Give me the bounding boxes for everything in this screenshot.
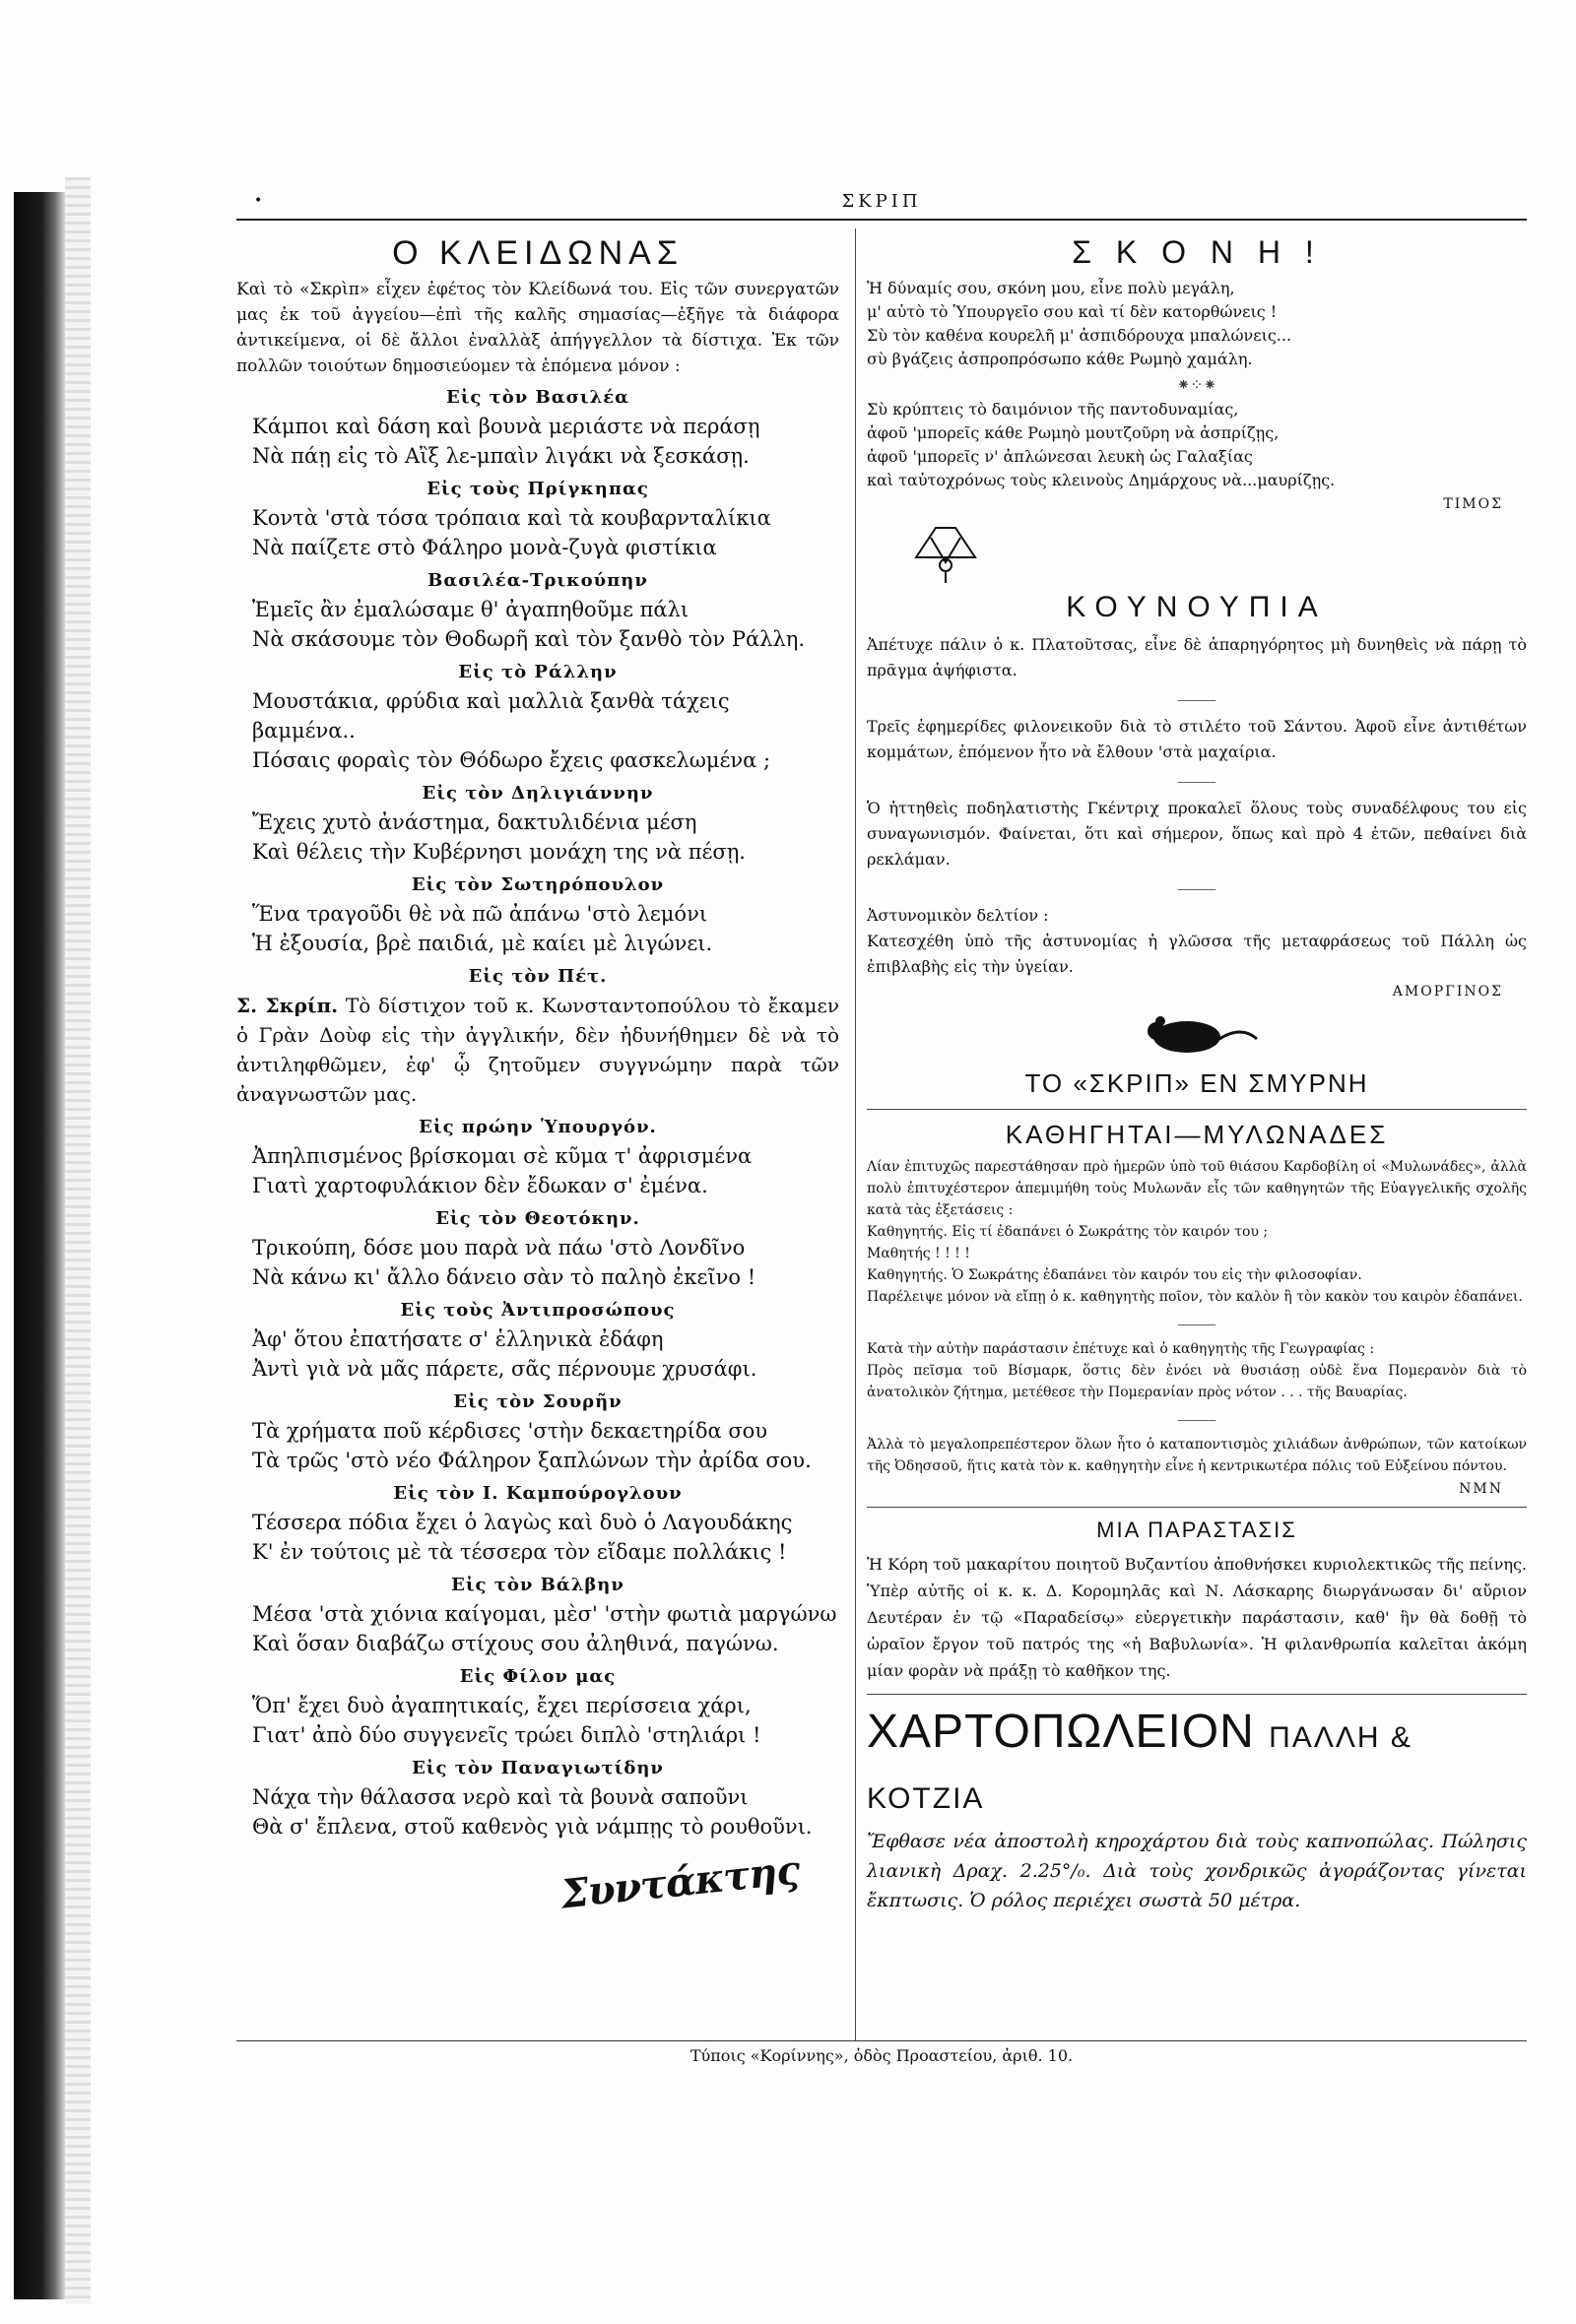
- verse-heading: Εἰς τὸν Σουρῆν: [453, 1391, 623, 1412]
- kleidonas-intro: Καὶ τὸ «Σκρὶπ» εἶχεν ἐφέτος τὸν Κλείδωνά του. Εἰς τῶν συνεργατῶν μας ἐκ τοῦ ἀγγείου—ἐπὶ τῆς καλῆς σημασίας—ἐξῆγε τὰ διάφορα ἀντικείμενα, οἱ δὲ ἄλλοι ἐναλλὰξ ἀπήγγελλον τὰ δίστιχα. Ἐκ τῶν πολλῶν τοιούτων δημοσιεύομεν τὰ ἑπόμενα μόνον :: [236, 280, 839, 376]
- skoni-signature: ΤΙΜΟΣ: [1443, 496, 1503, 512]
- editor-note-text: Τὸ δίστιχον τοῦ κ. Κωνσταντοπούλου τὸ ἔκαμεν ὁ Γρὰν Δοὺφ εἰς τὴν ἀγγλικήν, δὲν ἠδυνήθημεν δὲ νὰ τὸ ἀντιληφθῶμεν, ἐφ' ᾧ ζητοῦμεν συγγνώμην παρὰ τῶν ἀναγνωστῶν μας.: [236, 994, 839, 1106]
- verse-line: Νὰ κάνω κι' ἄλλο δάνειο σὰν τὸ παληὸ ἐκεῖνο !: [252, 1265, 756, 1289]
- parastasis-title: ΜΙΑ ΠΑΡΑΣΤΑΣΙΣ: [1096, 1517, 1297, 1542]
- verse-line: Κάμποι καὶ δάση καὶ βουνὰ μεριάστε νὰ περάσῃ: [252, 415, 760, 438]
- smyrni-title: ΤΟ «ΣΚΡΙΠ» ΕΝ ΣΜΥΡΝΗ: [1024, 1068, 1369, 1098]
- column-divider: [855, 228, 856, 2040]
- right-column: [867, 228, 1527, 1915]
- mosquito-emblem: [906, 518, 1527, 591]
- page-mark: •: [254, 193, 263, 209]
- parastasis-text: Ἡ Κόρη τοῦ μακαρίτου ποιητοῦ Βυζαντίου ἀποθνήσκει κυριολεκτικῶς τῆς πείνης. Ὑπὲρ αὐτῆς οἱ κ. κ. Δ. Κορομηλᾶς καὶ Ν. Λάσκαρης διωργάνωσαν δι' αὔριον Δευτέραν ἐν τῷ «Παραδείσῳ» εὐεργετικὴν παράστασιν, καθ' ἣν θὰ δοθῇ τὸ ὡραῖον ἔργον τοῦ πατρός της «ἡ Βαβυλωνία». Ἡ φιλανθρωπία καλεῖται ἀκόμη μίαν φορὰν νὰ πράξῃ τὸ καθῆκον της.: [867, 1555, 1527, 1680]
- signature: Συντάκτης: [558, 1846, 802, 1918]
- ornament: ⸻: [1177, 1315, 1216, 1333]
- verse-line: Ἕνα τραγοῦδι θὲ νὰ πῶ ἀπάνω 'στὸ λεμόνι: [252, 902, 708, 926]
- verse-line: Τὰ χρήματα ποῦ κέρδισες 'στὴν δεκαετηρίδα σου: [252, 1419, 768, 1443]
- section-rule: [867, 1109, 1527, 1110]
- verse-heading: Εἰς τὸν Θεοτόκην.: [435, 1208, 640, 1229]
- mosquito-icon: [906, 518, 985, 587]
- verse-heading: Εἰς πρώην Ὑπουργόν.: [419, 1117, 657, 1137]
- ornament: ⁕⁘⁕: [1176, 375, 1217, 394]
- verse-line: Νὰ πάῃ εἰς τὸ Αἲξ λε-μπαὶν λιγάκι νὰ ξεσκάσῃ.: [252, 444, 750, 468]
- kounoupia-item: Ἀπέτυχε πάλιν ὁ κ. Πλατοῦτσας, εἶνε δὲ ἀπαρηγόρητος μὴ δυνηθεὶς νὰ πάρῃ τὸ πρᾶγμα ἀψήφιστα.: [867, 635, 1527, 679]
- scan-binding-shadow: [65, 177, 91, 2304]
- article-paragraph: Παρέλειψε μόνον νὰ εἴπῃ ὁ κ. καθηγητὴς ποῖον, τὸν καλὸν ἢ τὸν κακὸν του καιρὸν ἐδαπάνει.: [867, 1289, 1523, 1305]
- advertisement-text: Ἔφθασε νέα ἀποστολὴ κηροχάρτου διὰ τοὺς καπνοπώλας. Πώλησις λιανικὴ Δραχ. 2.25°/₀. Διὰ τοὺς χονδρικῶς ἀγοράζοντας γίνεται ἔκπτωσις. Ὁ ρόλος περιέχει σωστὰ 50 μέτρα.: [867, 1831, 1527, 1911]
- verse-line: Πόσαις φοραὶς τὸν Θόδωρο ἔχεις φασκελωμένα ;: [252, 748, 771, 772]
- ornament: ⸻: [1177, 772, 1216, 791]
- kleidonas-title: Ο ΚΛΕΙΔΩΝΑΣ: [392, 234, 684, 272]
- scan-binding-edge: [14, 192, 65, 2299]
- kounoupia-signature: ΑΜΟΡΓΙΝΟΣ: [1392, 984, 1503, 1000]
- poem-line: Σὺ τὸν καθένα κουρελῆ μ' ἀσπιδόρουχα μπαλώνεις...: [867, 326, 1292, 345]
- verse-heading: Εἰς Φίλον μας: [459, 1666, 617, 1687]
- poem-line: Ἡ δύναμίς σου, σκόνη μου, εἶνε πολὺ μεγάλη,: [867, 279, 1235, 297]
- verse-heading: Βασιλέα-Τρικούπην: [427, 570, 648, 591]
- verse-line: Ἡ ἐξουσία, βρὲ παιδιά, μὲ καίει μὲ λιγώνει.: [252, 932, 713, 955]
- verse-heading: Εἰς τὸν Βασιλέα: [446, 387, 629, 408]
- verse-line: Ἐμεῖς ἂν ἐμαλώσαμε θ' ἀγαπηθοῦμε πάλι: [252, 598, 690, 621]
- poem-line: ἀφοῦ 'μπορεῖς κάθε Ρωμηὸ μουτζοῦρη νὰ ἀσπρίζῃς,: [867, 423, 1280, 442]
- kounoupia-item: Κατεσχέθη ὑπὸ τῆς ἀστυνομίας ἡ γλῶσσα τῆς μεταφράσεως τοῦ Πάλλη ὡς ἐπιβλαβὴς εἰς τὴν ὑγείαν.: [867, 932, 1527, 976]
- verse-line: Κ' ἐν τούτοις μὲ τὰ τέσσερα τὸν εἴδαμε πολλάκις !: [252, 1540, 787, 1564]
- advertisement-owners: ΠΑΛΛΗ & ΚΟΤΖΙΑ: [867, 1721, 1412, 1815]
- article-paragraph: Ἀλλὰ τὸ μεγαλοπρεπέστερον ὅλων ἦτο ὁ καταποντισμὸς χιλιάδων ἀνθρώπων, τῶν κατοίκων τῆς Ὀδησσοῦ, ἥτις κατὰ τὸν κ. καθηγητὴν εἶνε ἡ κεντρικωτέρα πόλις τοῦ Εὐξείνου πόντου.: [867, 1437, 1527, 1474]
- newspaper-name: ΣΚΡΙΠ: [841, 191, 922, 212]
- kathigites-title: ΚΑΘΗΓΗΤΑΙ—ΜΥΛΩΝΑΔΕΣ: [1005, 1120, 1389, 1149]
- article-paragraph: Μαθητής ! ! ! !: [867, 1246, 970, 1261]
- kounoupia-item: Ὁ ἡττηθεὶς ποδηλατιστὴς Γκέντριχ προκαλεῖ ὅλους τοὺς συναδέλφους του εἰς συναγωνισμόν. Φαίνεται, ὅτι καὶ σήμερον, ὅπως καὶ πρὸ 4 ἐτῶν, πεθαίνει διὰ ρεκλάμαν.: [867, 799, 1527, 869]
- verse-line: Γιατὶ χαρτοφυλάκιον δὲν ἔδωκαν σ' ἐμένα.: [252, 1174, 708, 1197]
- article-paragraph: Καθηγητής. Εἰς τί ἐδαπάνει ὁ Σωκράτης τὸν καιρόν του ;: [867, 1224, 1269, 1240]
- page-header: [236, 191, 1527, 217]
- advertisement-shop: ΧΑΡΤΟΠΩΛΕΙΟΝ: [867, 1706, 1255, 1758]
- verse-heading: Εἰς τὸ Ράλλην: [458, 662, 618, 682]
- verse-line: Καὶ θέλεις τὴν Κυβέρνησι μονάχη της νὰ πέσῃ.: [252, 840, 746, 864]
- editor-note-label: Σ. Σκρίπ.: [236, 994, 339, 1017]
- verse-heading: Εἰς τοὺς Πρίγκηπας: [427, 479, 649, 499]
- section-rule: [867, 1507, 1527, 1508]
- article-paragraph: Λίαν ἐπιτυχῶς παρεστάθησαν πρὸ ἡμερῶν ὑπὸ τοῦ θιάσου Καρδοβίλη οἱ «Μυλωνάδες», ἀλλὰ πολὺ ἐπιτυχέστερον ἀπεμιμήθη τοὺς Μυλωνᾶν εἷς τῶν καθηγητῶν τῆς Εὐαγγελικῆς σχολῆς κατὰ τὰς ἐξετάσεις :: [867, 1159, 1527, 1218]
- poem-line: Σὺ κρύπτεις τὸ δαιμόνιον τῆς παντοδυναμίας,: [867, 400, 1239, 419]
- skoni-title: Σ Κ Ο Ν Η !: [1072, 234, 1322, 270]
- verse-heading: Εἰς τὸν Παναγιωτίδην: [412, 1758, 664, 1778]
- verse-line: Κοντὰ 'στὰ τόσα τρόπαια καὶ τὰ κουβαρνταλίκια: [252, 506, 771, 530]
- verse-heading: Εἰς τὸν Δηλιγιάννην: [422, 783, 654, 804]
- verse-line: Νάχα τὴν θάλασσα νερὸ καὶ τὰ βουνὰ σαποῦνι: [252, 1785, 749, 1809]
- verse-line: Τὰ τρῶς 'στὸ νέο Φάληρον ξαπλώνων τὴν ἀρίδα σου.: [252, 1449, 812, 1472]
- verse-line: Ὅπ' ἔχει δυὸ ἀγαπητικαίς, ἔχει περίσσεια χάρι,: [252, 1694, 752, 1717]
- verse-line: Γιατ' ἀπὸ δύο συγγενεῖς τρώει διπλὸ 'στηλιάρι !: [252, 1723, 761, 1747]
- kounoupia-title: ΚΟΥΝΟΥΠΙΑ: [1066, 591, 1328, 623]
- article-paragraph: Κατὰ τὴν αὐτὴν παράστασιν ἐπέτυχε καὶ ὁ καθηγητὴς τῆς Γεωγραφίας :: [867, 1341, 1375, 1357]
- ornament: ⸻: [1177, 690, 1216, 709]
- verse-line: Τέσσερα πόδια ἔχει ὁ λαγὼς καὶ δυὸ ὁ Λαγουδάκης: [252, 1511, 793, 1534]
- verse-line: Ἀντὶ γιὰ νὰ μᾶς πάρετε, σᾶς πέρνουμε χρυσάφι.: [252, 1357, 757, 1381]
- footer-rule: [236, 2040, 1527, 2041]
- verse-line: Νὰ σκάσουμε τὸν Θοδωρῆ καὶ τὸν ξανθὸ τὸν Ράλλη.: [252, 627, 806, 651]
- article-paragraph: Καθηγητής. Ὁ Σωκράτης ἐδαπάνει τὸν καιρόν του εἰς τὴν φιλοσοφίαν.: [867, 1267, 1362, 1283]
- mouse-emblem: [867, 1005, 1527, 1065]
- article-signature: ΝΜΝ: [1459, 1481, 1503, 1497]
- verse-line: Νὰ παίζετε στὸ Φάληρο μονὰ-ζυγὰ φιστίκια: [252, 536, 717, 559]
- poem-line: μ' αὐτὸ τὸ Ὑπουργεῖο σου καὶ τί δὲν κατορθώνεις !: [867, 302, 1278, 321]
- advertisement-heading: [867, 1705, 1527, 1827]
- kounoupia-item: Τρεῖς ἐφημερίδες φιλονεικοῦν διὰ τὸ στιλέτο τοῦ Σάντου. Ἀφοῦ εἶνε ἀντιθέτων κομμάτων, ἑπόμενον ἦτο νὰ ἔλθουν 'στὰ μαχαίρια.: [867, 717, 1527, 761]
- verse-line: Ἀπηλπισμένος βρίσκομαι σὲ κῦμα τ' ἀφρισμένα: [252, 1144, 753, 1168]
- verse-heading: Εἰς τὸν Πέτ.: [468, 966, 608, 987]
- verse-heading: Εἰς τὸν Σωτηρόπουλον: [411, 874, 665, 895]
- ornament: ⸻: [1177, 879, 1216, 898]
- article-paragraph: Πρὸς πεῖσμα τοῦ Βίσμαρκ, ὅστις δὲν ἐνόει νὰ θυσιάσῃ οὐδὲ ἕνα Πομερανὸν διὰ τὸ ἀνατολικὸν ζήτημα, μετέθεσε τὴν Πομερανίαν πρὸς νότον . . . τῆς Βαυαρίας.: [867, 1363, 1527, 1400]
- ornament: ⸻: [1177, 1410, 1216, 1429]
- signature-block: [236, 1846, 802, 1918]
- left-column: [236, 228, 839, 1918]
- header-rule: [236, 219, 1527, 221]
- verse-line: Θὰ σ' ἔπλενα, στοῦ καθενὸς γιὰ νάμπῃς τὸ ρουθοῦνι.: [252, 1815, 813, 1839]
- kounoupia-item: Ἀστυνομικὸν δελτίον :: [867, 906, 1049, 925]
- printer-footer: Τύποις «Κορίννης», ὁδὸς Προαστείου, ἀριθ. 10.: [690, 2046, 1074, 2065]
- verse-heading: Εἰς τὸν Βάλβην: [451, 1575, 624, 1595]
- mouse-icon: [1133, 1005, 1261, 1061]
- section-rule: [867, 1694, 1527, 1695]
- verse-heading: Εἰς τοὺς Ἀντιπροσώπους: [400, 1300, 676, 1321]
- verse-line: Ἔχεις χυτὸ ἀνάστημα, δακτυλιδένια μέση: [252, 810, 697, 834]
- verse-line: Τρικούπη, δόσε μου παρὰ νὰ πάω 'στὸ Λονδῖνο: [252, 1236, 746, 1259]
- editor-note: [236, 991, 839, 1109]
- verse-line: Μουστάκια, φρύδια καὶ μαλλιὰ ξανθὰ τάχεις βαμμένα..: [252, 689, 730, 742]
- poem-line: σὺ βγάζεις ἀσπροπρόσωπο κάθε Ρωμηὸ χαμάλη.: [867, 350, 1253, 368]
- verse-line: Καὶ ὅσαν διαβάζω στίχους σου ἀληθινά, παγώνω.: [252, 1632, 779, 1655]
- verse-heading: Εἰς τὸν Ι. Καμπούρογλουν: [393, 1483, 683, 1504]
- poem-line: ἀφοῦ 'μπορεῖς ν' ἁπλώνεσαι λευκὴ ὡς Γαλαξίας: [867, 447, 1253, 466]
- poem-line: καὶ ταὐτοχρόνως τοὺς κλεινοὺς Δημάρχους νὰ...μαυρίζῃς.: [867, 471, 1336, 489]
- verse-line: Μέσα 'στὰ χιόνια καίγομαι, μὲσ' 'στὴν φωτιὰ μαργώνω: [252, 1602, 837, 1626]
- verse-line: Ἀφ' ὅτου ἐπατήσατε σ' ἑλληνικὰ ἐδάφη: [252, 1327, 664, 1351]
